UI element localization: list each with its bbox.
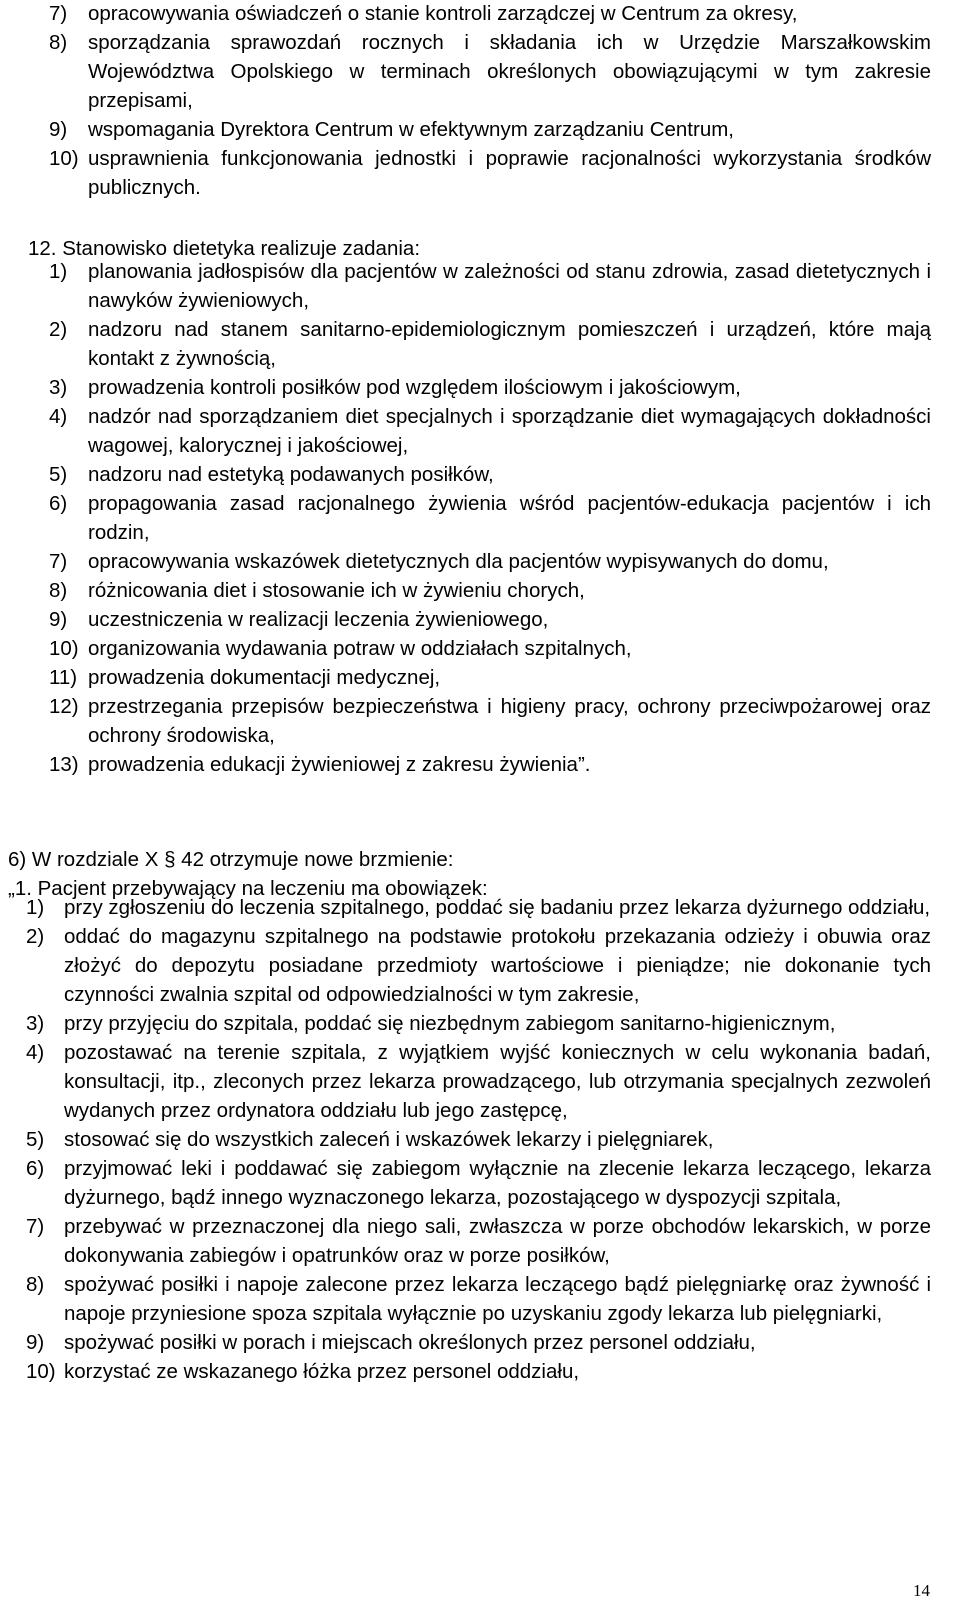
item-text: usprawnienia funkcjonowania jednostki i poprawie racjonalności wykorzystania środków publicznych. (88, 147, 931, 199)
list-patient-obligations (26, 893, 931, 1386)
item-number: 7) (49, 2, 68, 25)
item-number: 8) (49, 579, 68, 602)
item-number: 12) (49, 695, 79, 718)
list-item (49, 402, 931, 460)
item-text: różnicowania diet i stosowanie ich w żywieniu chorych, (88, 579, 585, 602)
list-item (49, 663, 931, 692)
list-item (49, 115, 931, 144)
list-item (26, 1357, 931, 1386)
item-text: spożywać posiłki i napoje zalecone przez lekarza leczącego bądź pielęgniarkę oraz żywność i napoje przyniesione spoza szpitala wyłącznie po uzyskaniu zgody lekarza lub pielęgniarki, (64, 1273, 931, 1325)
item-text: wspomagania Dyrektora Centrum w efektywnym zarządzaniu Centrum, (88, 118, 735, 141)
item-text: przyjmować leki i poddawać się zabiegom wyłącznie na zlecenie lekarza leczącego, lekarza dyżurnego, bądź innego wyznaczonego lekarza, pozostającego w dyspozycji szpitala, (64, 1157, 931, 1209)
section-heading-dietitian: 12. Stanowisko dietetyka realizuje zadania: (28, 237, 421, 260)
item-number: 1) (26, 896, 45, 919)
item-number: 7) (49, 550, 68, 573)
list-item (49, 547, 931, 576)
list-item (49, 0, 931, 28)
item-text: stosować się do wszystkich zaleceń i wskazówek lekarzy i pielęgniarek, (64, 1128, 714, 1151)
item-number: 9) (49, 608, 68, 631)
item-number: 10) (26, 1360, 56, 1383)
item-text: sporządzania sprawozdań rocznych i składania ich w Urzędzie Marszałkowskim Województwa Opolskiego w terminach określonych obowiązującymi w tym zakresie przepisami, (88, 31, 931, 112)
item-number: 2) (49, 318, 68, 341)
item-text: nadzoru nad estetyką podawanych posiłków, (88, 463, 494, 486)
item-number: 8) (49, 31, 68, 54)
item-text: pozostawać na terenie szpitala, z wyjątkiem wyjść koniecznych w celu wykonania badań, konsultacji, itp., zleconych przez lekarza prowadzącego, lub otrzymania specjalnych zezwoleń wydanych przez ordynatora oddziału lub jego zastępcę, (64, 1041, 931, 1122)
item-text: spożywać posiłki w porach i miejscach określonych przez personel oddziału, (64, 1331, 756, 1354)
list-section-a (49, 0, 931, 202)
list-item (26, 1009, 931, 1038)
item-number: 3) (26, 1012, 45, 1035)
item-text: opracowywania oświadczeń o stanie kontroli zarządczej w Centrum za okresy, (88, 2, 798, 25)
list-item (49, 315, 931, 373)
list-item (49, 605, 931, 634)
item-number: 7) (26, 1215, 45, 1238)
list-item (26, 1038, 931, 1125)
list-item (49, 634, 931, 663)
item-number: 1) (49, 260, 68, 283)
list-item (49, 257, 931, 315)
item-text: przebywać w przeznaczonej dla niego sali, zwłaszcza w porze obchodów lekarskich, w porze dokonywania zabiegów i opatrunków oraz w porze posiłków, (64, 1215, 931, 1267)
item-number: 11) (49, 666, 78, 689)
item-number: 9) (49, 118, 68, 141)
page-number: 14 (913, 1581, 930, 1600)
item-text: korzystać ze wskazanego łóżka przez personel oddziału, (64, 1360, 580, 1383)
list-item (26, 1328, 931, 1357)
list-item (49, 750, 931, 779)
item-text: przy zgłoszeniu do leczenia szpitalnego, poddać się badaniu przez lekarza dyżurnego oddziału, (64, 896, 931, 919)
list-item (49, 489, 931, 547)
item-text: prowadzenia dokumentacji medycznej, (88, 666, 441, 689)
item-text: uczestniczenia w realizacji leczenia żywieniowego, (88, 608, 549, 631)
item-number: 9) (26, 1331, 45, 1354)
list-item (49, 692, 931, 750)
item-text: nadzór nad sporządzaniem diet specjalnych i sporządzanie diet wymagających dokładności wagowej, kalorycznej i jakościowej, (88, 405, 931, 457)
item-number: 3) (49, 376, 68, 399)
item-number: 5) (26, 1128, 45, 1151)
item-text: nadzoru nad stanem sanitarno-epidemiologicznym pomieszczeń i urządzeń, które mają kontakt z żywnością, (88, 318, 931, 370)
item-text: oddać do magazynu szpitalnego na podstawie protokołu przekazania odzieży i obuwia oraz złożyć do depozytu posiadane przedmioty wartościowe i pieniądze; nie dokonanie tych czynności zwalnia szpital od odpowiedzialności w tym zakresie, (64, 925, 931, 1006)
list-item (49, 460, 931, 489)
item-text: prowadzenia kontroli posiłków pod względem ilościowym i jakościowym, (88, 376, 741, 399)
item-text: przestrzegania przepisów bezpieczeństwa i higieny pracy, ochrony przeciwpożarowej oraz ochrony środowiska, (88, 695, 931, 747)
list-item (26, 922, 931, 1009)
amendment-intro: „1. Pacjent przebywający na leczeniu ma obowiązek: (8, 877, 488, 900)
list-item (26, 893, 931, 922)
item-text: przy przyjęciu do szpitala, poddać się niezbędnym zabiegom sanitarno-higienicznym, (64, 1012, 836, 1035)
list-item (49, 373, 931, 402)
list-item (26, 1154, 931, 1212)
amendment-heading: 6) W rozdziale X § 42 otrzymuje nowe brzmienie: (8, 848, 454, 871)
item-number: 4) (26, 1041, 45, 1064)
list-item (49, 28, 931, 115)
list-item (26, 1125, 931, 1154)
list-item (26, 1270, 931, 1328)
item-text: opracowywania wskazówek dietetycznych dla pacjentów wypisywanych do domu, (88, 550, 829, 573)
item-number: 5) (49, 463, 68, 486)
list-item (26, 1212, 931, 1270)
item-text: organizowania wydawania potraw w oddziałach szpitalnych, (88, 637, 632, 660)
list-item (49, 144, 931, 202)
list-section-dietitian (49, 257, 931, 779)
item-number: 4) (49, 405, 68, 428)
list-item (49, 576, 931, 605)
item-number: 13) (49, 753, 79, 776)
item-number: 6) (49, 492, 68, 515)
item-number: 6) (26, 1157, 45, 1180)
item-number: 8) (26, 1273, 45, 1296)
item-text: prowadzenia edukacji żywieniowej z zakresu żywienia”. (88, 753, 591, 776)
item-text: planowania jadłospisów dla pacjentów w zależności od stanu zdrowia, zasad dietetycznych i nawyków żywieniowych, (88, 260, 931, 312)
item-number: 2) (26, 925, 45, 948)
item-text: propagowania zasad racjonalnego żywienia wśród pacjentów-edukacja pacjentów i ich rodzin, (88, 492, 931, 544)
item-number: 10) (49, 637, 79, 660)
item-number: 10) (49, 147, 79, 170)
